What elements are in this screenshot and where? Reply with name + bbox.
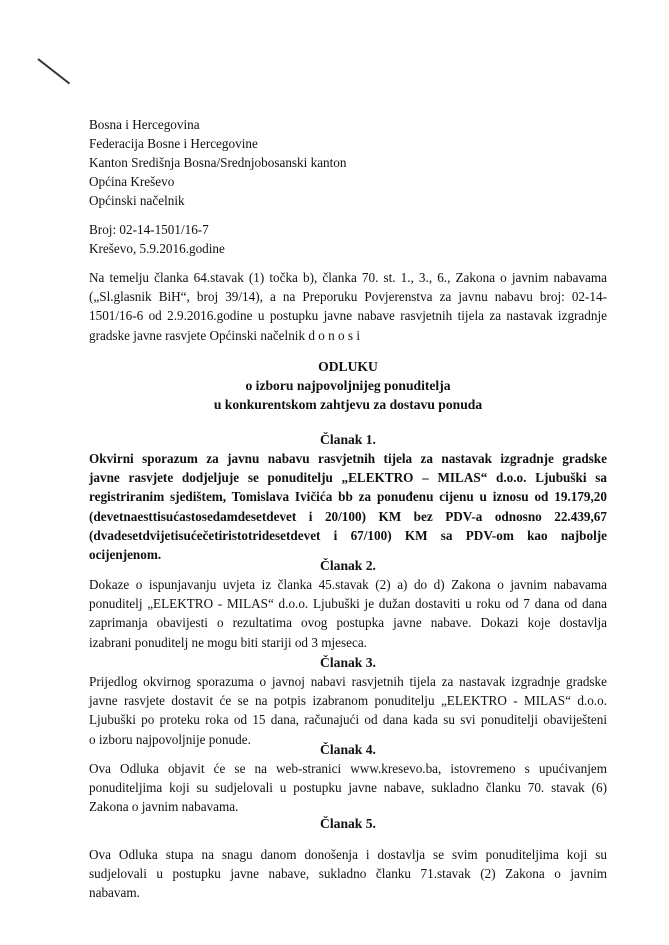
article-2 <box>89 556 607 652</box>
intro-line: Na temelju članka 64.stavak (1) točka b), članka 70. st. 1., 3., 6., Zakona o javnim nabavama <box>89 270 607 285</box>
article-line: Ljubuški po proteku roka od 15 dana, računajući od dana kada su svi ponuditelji obaviješteni <box>89 712 607 728</box>
article-body <box>89 449 607 564</box>
article-line: sudjelovali u postupku javne nabave, sukladno članku 71.stavak (2) Zakona o javnim <box>89 866 607 882</box>
article-line: zaprimanja obavijesti o rezultatima ovog postupka javne nabave. Dokazi koje dostavlja <box>89 615 607 631</box>
letterhead <box>89 115 607 210</box>
article-body <box>89 672 607 749</box>
article-line: Zakona o javnim nabavama. <box>89 799 239 815</box>
article-line: o izboru najpovoljnije ponude. <box>89 731 251 747</box>
article-line: ocijenjenom. <box>89 547 162 563</box>
article-line: (devetnaesttisućastosedamdesetdevet i 20/100) KM bez PDV-a odnosno 22.439,67 <box>89 508 607 524</box>
article-line: javne rasvjete dodjeljuje se ponuditelju „ELEKTRO – MILAS“ d.o.o. Ljubuški sa <box>89 470 607 486</box>
article-line: ponuditelj „ELEKTRO - MILAS“ d.o.o. Ljubuški je dužan dostaviti u roku od 7 dana od dana <box>89 596 607 612</box>
title-sub: o izboru najpovoljnijeg ponuditelja <box>245 378 451 393</box>
article-body <box>89 759 607 817</box>
letterhead-line: Općinski načelnik <box>89 193 185 208</box>
title-sub: u konkurentskom zahtjevu za dostavu ponuda <box>213 397 483 412</box>
decision-title <box>89 357 607 414</box>
article-line: Ova Odluka objavit će se na web-stranici www.kresevo.ba, istovremeno s upućivanjem <box>89 761 607 776</box>
article-3 <box>89 653 607 749</box>
pen-mark <box>37 58 70 84</box>
article-heading: Članak 3. <box>320 655 376 670</box>
letterhead-line: Općina Kreševo <box>89 174 175 189</box>
letterhead-line: Bosna i Hercegovina <box>89 117 200 132</box>
article-1 <box>89 430 607 564</box>
intro-line: („Sl.glasnik BiH“, broj 39/14), a na Preporuku Povjerenstva za javnu nabavu broj: 02-14- <box>89 289 607 305</box>
article-line: registriranim sjedištem, Tomislava Ivičića bb za ponuđenu cijenu u iznosu od 19.179,20 <box>89 489 607 505</box>
article-line: Ova Odluka stupa na snagu danom donošenja i dostavlja se svim ponuditeljima koji su <box>89 847 607 862</box>
article-5 <box>89 814 607 903</box>
article-heading: Članak 2. <box>320 558 376 573</box>
document-date: Kreševo, 5.9.2016.godine <box>89 241 225 256</box>
intro-line: gradske javne rasvjete Općinski načelnik d o n o s i <box>89 327 361 343</box>
article-line: javne rasvjete dostavit će se na potpis izabranom ponuditelju „ELEKTRO - MILAS“ d.o.o. <box>89 693 607 709</box>
letterhead-line: Federacija Bosne i Hercegovine <box>89 136 258 151</box>
article-line: Okvirni sporazum za javnu nabavu rasvjetnih tijela za nastavak izgradnje gradske <box>89 451 607 466</box>
article-heading: Članak 5. <box>320 816 376 831</box>
article-line: nabavam. <box>89 885 140 901</box>
article-line: ponuditeljima koji su sudjelovali u postupku javne nabave, sukladno članku 70. stavak (6) <box>89 780 607 796</box>
article-line: (dvadesetdvijetisućečetiristotridesetdevet i 67/100) KM sa PDV-om kao najbolje <box>89 527 607 543</box>
intro-paragraph <box>89 268 607 345</box>
intro-line: 1501/16-6 od 2.9.2016.godine u postupku javne nabave rasvjetnih tijela za nastavak izgradnje <box>89 308 607 324</box>
article-line: izabrani ponuditelj ne mogu biti stariji od 3 mjeseca. <box>89 634 367 650</box>
title-main: ODLUKU <box>318 359 378 374</box>
article-line: Dokaze o ispunjavanju uvjeta iz članka 45.stavak (2) a) do d) Zakona o javnim nabavama <box>89 577 607 592</box>
article-body <box>89 575 607 652</box>
article-body <box>89 845 607 903</box>
reference-number: Broj: 02-14-1501/16-7 <box>89 222 209 237</box>
reference <box>89 220 607 258</box>
article-line: Prijedlog okvirnog sporazuma o javnoj nabavi rasvjetnih tijela za nastavak izgradnje gradske <box>89 674 607 689</box>
article-heading: Članak 1. <box>320 432 376 447</box>
letterhead-line: Kanton Središnja Bosna/Srednjobosanski kanton <box>89 155 347 170</box>
article-heading: Članak 4. <box>320 742 376 757</box>
article-4 <box>89 740 607 817</box>
